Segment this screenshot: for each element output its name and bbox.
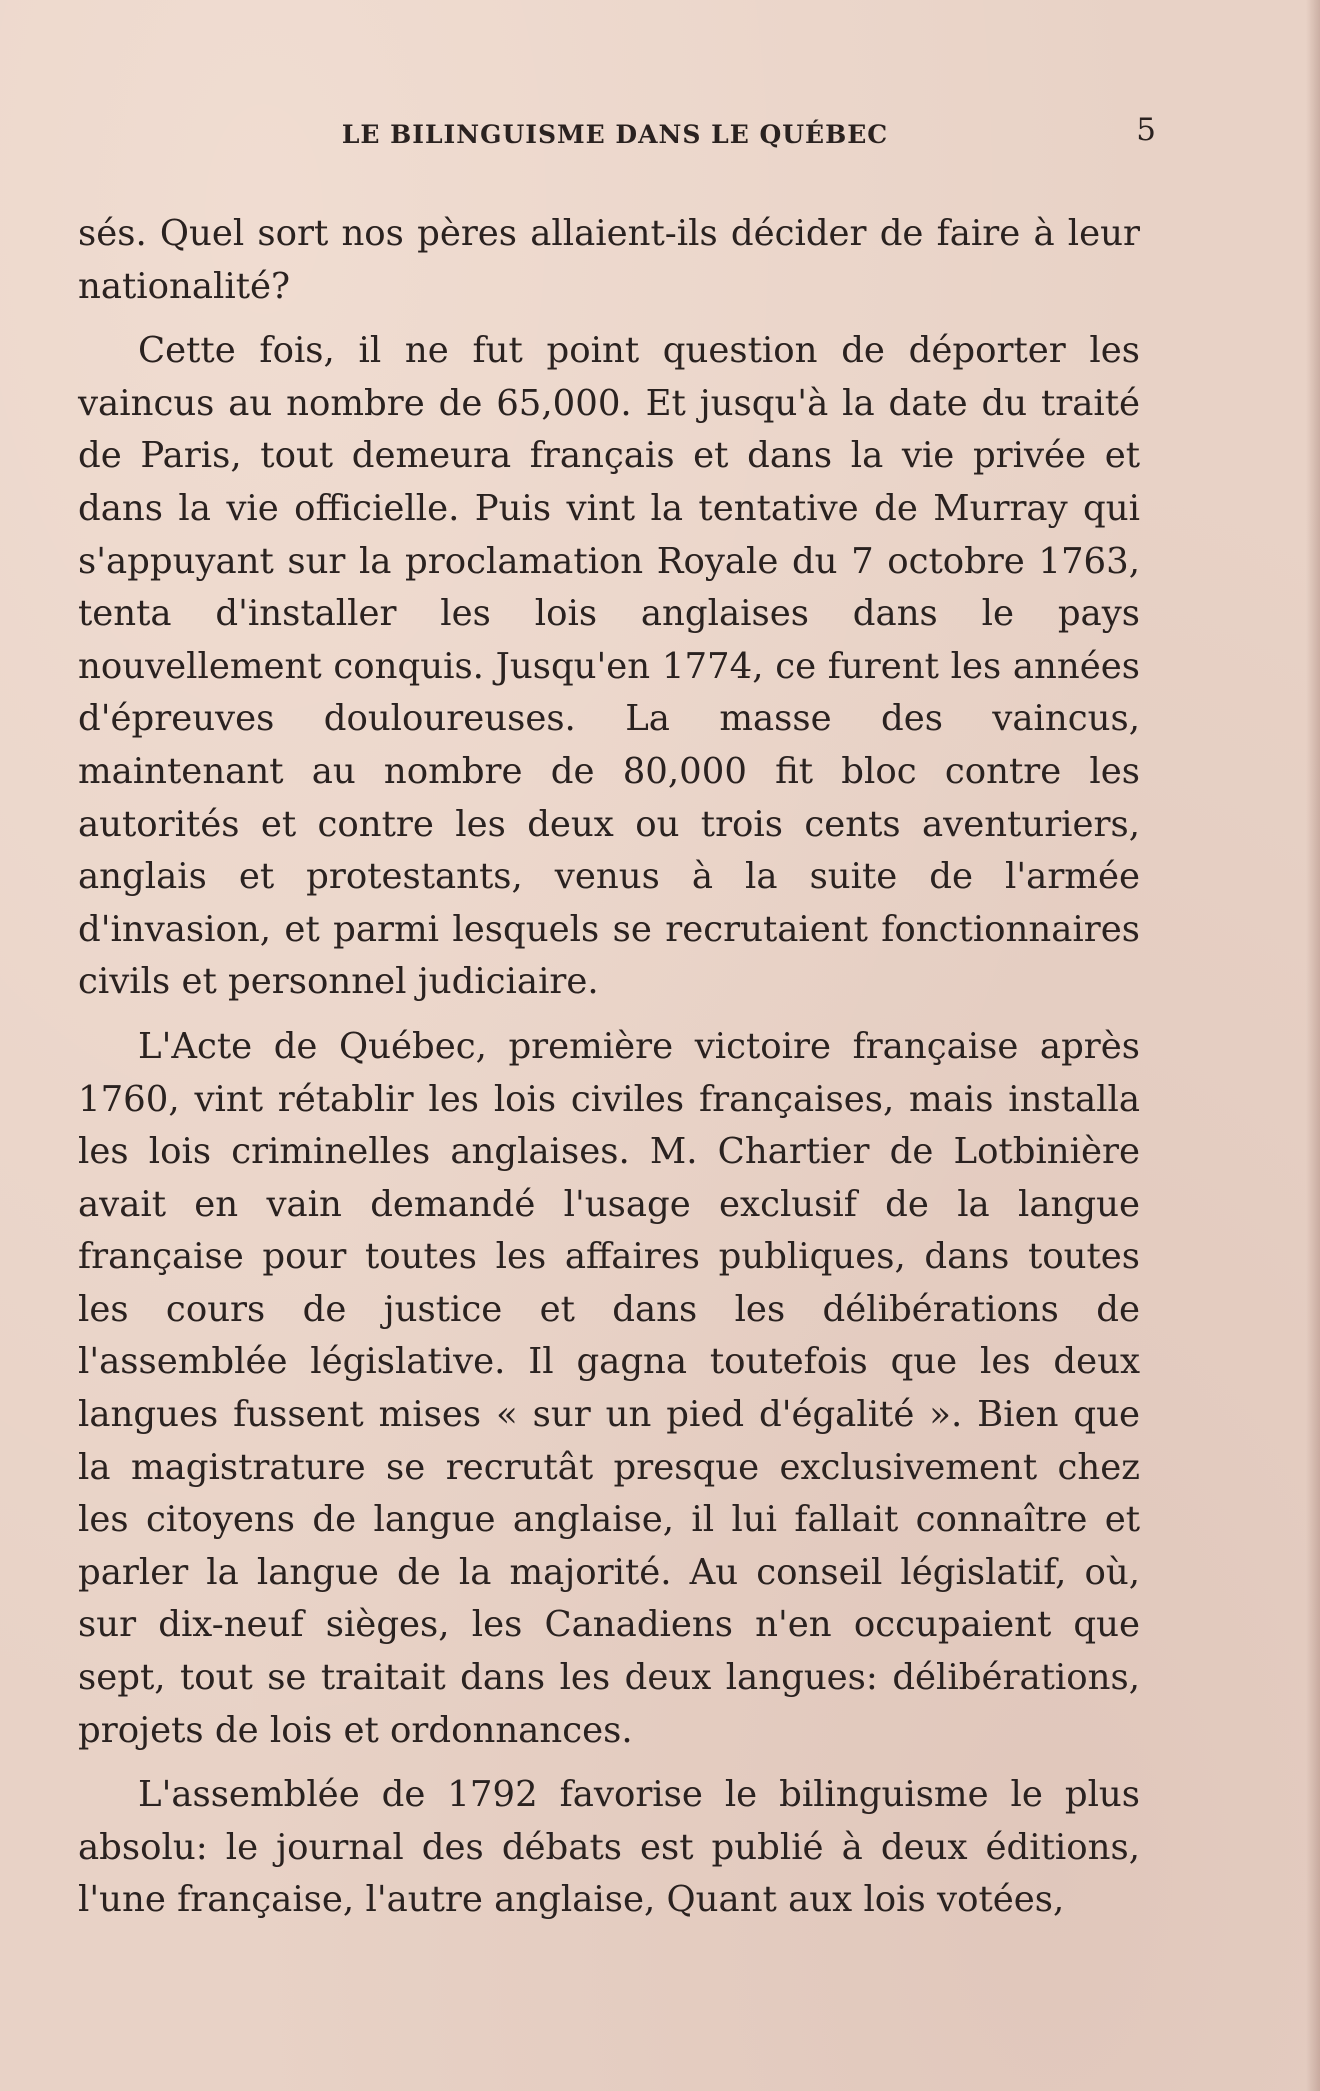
running-head	[80, 112, 1156, 152]
page-edge-shadow	[1306, 0, 1320, 2091]
body-text	[78, 208, 1140, 1927]
paragraph-continuation: sés. Quel sort nos pères allaient-ils décider de faire à leur nationalité?	[78, 213, 1140, 307]
paragraph: Cette fois, il ne fut point question de déporter les vaincus au nombre de 65,000. Et jusqu'à la date du traité de Paris, tout demeura français et dans la vie privée et dans la vie officielle. Puis vint la tentative de Murray qui s'appuyant sur la proclamation Royale du 7 octobre 1763, tenta d'installer les lois anglaises dans le pays nouvellement conquis. Jusqu'en 1774, ce furent les années d'épreuves douloureuses. La masse des vaincus, maintenant au nombre de 80,000 fit bloc contre les autorités et contre les deux ou trois cents aventuriers, anglais et protestants, venus à la suite de l'armée d'invasion, et parmi lesquels se recrutaient fonctionnaires civils et personnel judiciaire.	[78, 330, 1140, 1003]
page-number: 5	[1136, 112, 1156, 148]
paragraph: L'assemblée de 1792 favorise le bilinguisme le plus absolu: le journal des débats est publié à deux éditions, l'une française, l'autre anglaise, Quant aux lois votées,	[78, 1774, 1140, 1921]
paragraph: L'Acte de Québec, première victoire française après 1760, vint rétablir les lois civiles françaises, mais installa les lois criminelles anglaises. M. Chartier de Lotbinière avait en vain demandé l'usage exclusif de la langue française pour toutes les affaires publiques, dans toutes les cours de justice et dans les délibérations de l'assemblée législative. Il gagna toutefois que les deux langues fussent mises « sur un pied d'égalité ». Bien que la magistrature se recrutât presque exclusivement chez les citoyens de langue anglaise, il lui fallait connaître et parler la langue de la majorité. Au conseil législatif, où, sur dix-neuf sièges, les Canadiens n'en occupaient que sept, tout se traitait dans les deux langues: délibérations, projets de lois et ordonnances.	[78, 1025, 1140, 1751]
running-title: LE BILINGUISME DANS LE QUÉBEC	[341, 120, 889, 149]
